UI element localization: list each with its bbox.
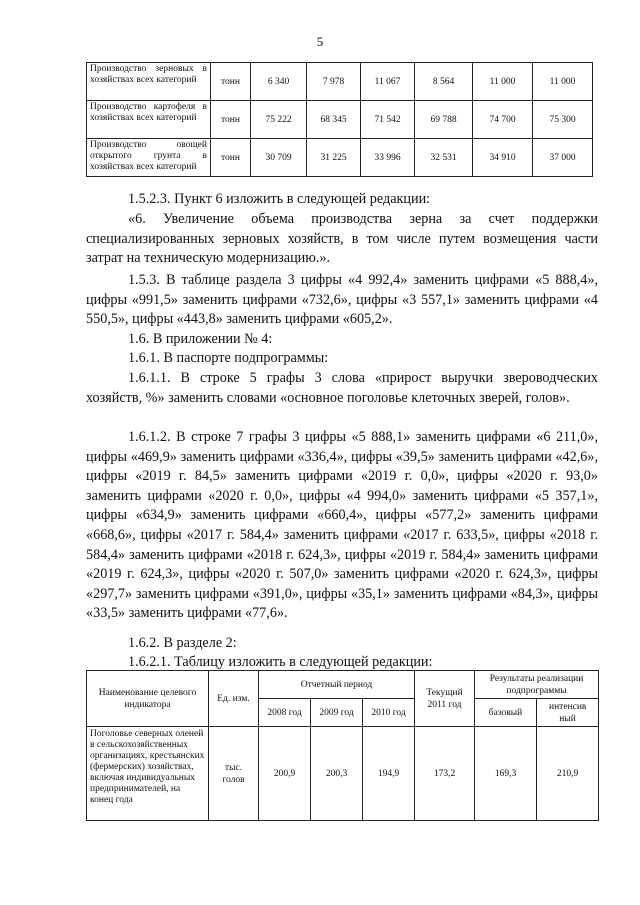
cell-value: 34 910 xyxy=(473,139,533,177)
cell-value: 74 700 xyxy=(473,101,533,139)
cell-value: 37 000 xyxy=(533,139,593,177)
row-name: Производство зерновых в хозяйствах всех категорий xyxy=(87,63,211,101)
paragraph-1-5-2-3: 1.5.2.3. Пункт 6 изложить в следующей редакции: xyxy=(128,191,431,207)
header-basic: базовый xyxy=(475,699,537,727)
cell-value: 7 978 xyxy=(307,63,361,101)
header-reporting-period: Отчетный период xyxy=(259,671,415,699)
cell-value: 8 564 xyxy=(415,63,473,101)
indicator-name: Поголовье северных оленей в сельскохозяйственных организациях, крестьянских (фермерских) хозяйствах, включая индивидуальных предпринимателей, на конец года xyxy=(87,727,209,821)
paragraph-1-6-1: 1.6.1. В паспорте подпрограммы: xyxy=(128,350,329,366)
table-row xyxy=(87,139,593,177)
cell-value: 169,3 xyxy=(475,727,537,821)
cell-value: 200,3 xyxy=(311,727,363,821)
cell-value: 6 340 xyxy=(251,63,307,101)
paragraph-quote-6: «6. Увеличение объема производства зерна за счет поддержки специализированных зерновых хозяйств, в том числе путем возмещения части затрат на техническую модернизацию.». xyxy=(86,211,598,267)
cell-value: 11 067 xyxy=(361,63,415,101)
header-year-2008: 2008 год xyxy=(259,699,311,727)
row-unit: тонн xyxy=(211,101,251,139)
table-row xyxy=(87,727,599,821)
paragraph-1-6: 1.6. В приложении № 4: xyxy=(128,331,273,347)
header-intensive: интенсив ный xyxy=(537,699,599,727)
cell-value: 75 222 xyxy=(251,101,307,139)
table-row xyxy=(87,101,593,139)
row-name: Производство картофеля в хозяйствах всех категорий xyxy=(87,101,211,139)
cell-value: 11 000 xyxy=(473,63,533,101)
cell-value: 11 000 xyxy=(533,63,593,101)
header-current-year: Текущий 2011 год xyxy=(415,671,475,727)
header-unit: Ед. изм. xyxy=(209,671,259,727)
paragraph-1-5-3: 1.5.3. В таблице раздела 3 цифры «4 992,4» заменить цифрами «5 888,4», цифры «991,5» заменить цифрами «732,6», цифры «3 557,1» заменить цифрами «4 550,5», цифры «443,8» заменить цифрами «605,2». xyxy=(86,272,598,328)
cell-value: 33 996 xyxy=(361,139,415,177)
cell-value: 210,9 xyxy=(537,727,599,821)
header-results: Результаты реализации подпрограммы xyxy=(475,671,599,699)
production-table xyxy=(86,62,593,177)
indicator-table xyxy=(86,670,599,821)
header-year-2010: 2010 год xyxy=(363,699,415,727)
cell-value: 69 788 xyxy=(415,101,473,139)
cell-value: 68 345 xyxy=(307,101,361,139)
row-unit: тонн xyxy=(211,139,251,177)
cell-value: 32 531 xyxy=(415,139,473,177)
row-name: Производство овощей открытого грунта в хозяйствах всех категорий xyxy=(87,139,211,177)
header-indicator: Наименование целевого индикатора xyxy=(87,671,209,727)
row-unit: тонн xyxy=(211,63,251,101)
cell-value: 30 709 xyxy=(251,139,307,177)
cell-value: 75 300 xyxy=(533,101,593,139)
cell-value: 71 542 xyxy=(361,101,415,139)
cell-value: 194,9 xyxy=(363,727,415,821)
indicator-unit: тыс. голов xyxy=(209,727,259,821)
header-year-2009: 2009 год xyxy=(311,699,363,727)
table-row xyxy=(87,63,593,101)
cell-value: 200,9 xyxy=(259,727,311,821)
page-number: 5 xyxy=(316,34,324,49)
cell-value: 31 225 xyxy=(307,139,361,177)
paragraph-1-6-1-1: 1.6.1.1. В строке 5 графы 3 слова «прирост выручки звероводческих хозяйств, %» заменить словами «основное поголовье клеточных зверей, голов». xyxy=(86,370,598,406)
paragraph-1-6-2-1: 1.6.2.1. Таблицу изложить в следующей редакции: xyxy=(128,654,433,670)
cell-value: 173,2 xyxy=(415,727,475,821)
paragraph-1-6-2: 1.6.2. В разделе 2: xyxy=(128,635,237,651)
paragraph-1-6-1-2: 1.6.1.2. В строке 7 графы 3 цифры «5 888,1» заменить цифрами «6 211,0», цифры «469,9» заменить цифрами «336,4», цифры «39,5» заменить цифрами «42,6», цифры «2019 г. 84,5» заменить цифрами «2019 г. 0,0», цифры «2020 г. 93,0» заменить цифрами «2020 г. 0,0», цифры «4 994,0» заменить цифрами «5 357,1», цифры «634,9» заменить цифрами «660,4», цифры «577,2» заменить цифрами «668,6», цифры «2017 г. 584,4» заменить цифрами «2017 г. 633,5», цифры «2018 г. 584,4» заменить цифрами «2018 г. 624,3», цифры «2019 г. 584,4» заменить цифрами «2019 г. 624,3», цифры «2020 г. 507,0» заменить цифрами «2020 г. 624,3», цифры «297,7» заменить цифрами «391,0», цифры «35,1» заменить цифрами «84,3», цифры «33,5» заменить цифрами «77,6». xyxy=(86,429,598,622)
